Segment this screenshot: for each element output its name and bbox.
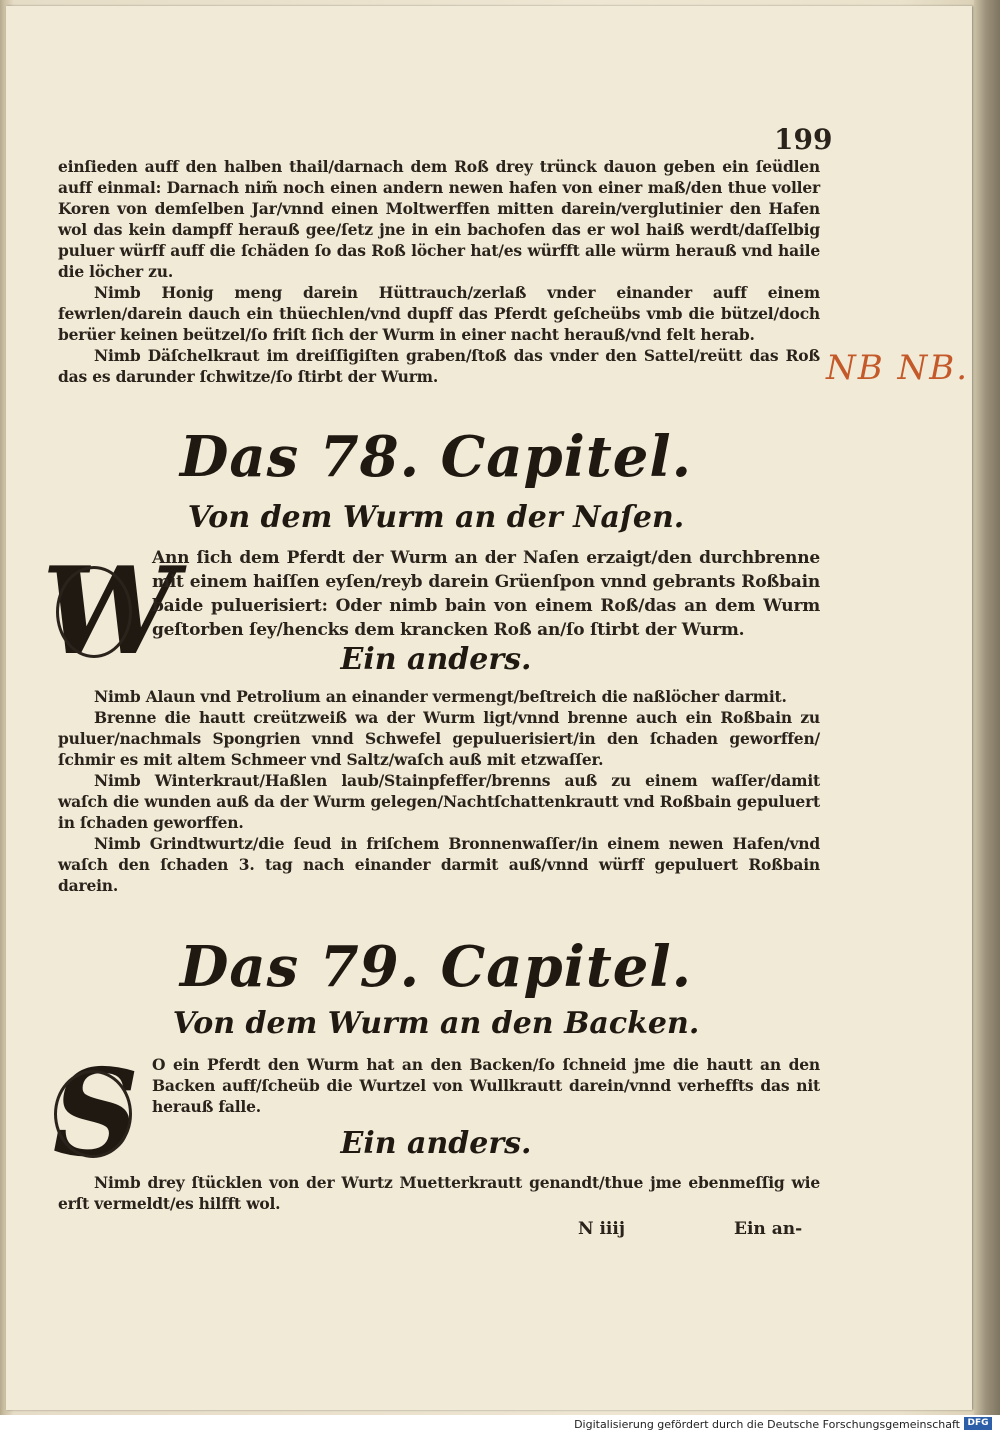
page-number: 199 [774, 123, 833, 156]
chapter-79-intro [152, 1054, 820, 1117]
chapter-79-text [58, 1172, 820, 1214]
paragraph: einſieden auff den halben thail/darnach dem Roß drey trünck dauon geben ein ſeüdlen auff einmal: Darnach nim̃ noch einen andern newen hafen von einer maß/den thue voller Koren von demſelben Jar/vnnd einen Moltwerffen mitten darein/verglutinier den Hafen wol das kein dampff herauß gee/ſetz jne in ein bachofen das er wol haiß werdt/daſſelbig puluer würff auff die ſchäden ſo das Roß löcher hat/es würfft alle würm herauß vnd haile die löcher zu. [58, 157, 820, 281]
top-text-block [58, 156, 820, 387]
decorated-initial-w: W [42, 541, 177, 682]
chapter-78-other-heading: Ein anders. [340, 642, 532, 677]
chapter-78-text [58, 686, 820, 896]
footer-credit: Digitalisierung gefördert durch die Deutsche Forschungsgemeinschaft [574, 1418, 960, 1431]
paragraph: Ann ſich dem Pferdt der Wurm an der Naſen erzaigt/den durchbrenne mit einem haiſſen eyſen/reyb darein Grüenſpon vnnd gebrants Roßbain baide puluerisiert: Oder nimb bain von einem Roß/das an dem Wurm geſtorben ſey/hencks dem krancken Roß an/ſo ſtirbt der Wurm. [152, 548, 820, 640]
chapter-78-intro [152, 546, 820, 642]
paragraph: Nimb drey ſtücklen von der Wurtz Muetterkrautt genandt/thue jme ebenmeſſig wie erſt vermeldt/es hilfft wol. [58, 1173, 820, 1213]
chapter-78-subtitle: Von dem Wurm an der Naſen. [187, 500, 685, 535]
signature-mark: N iiij [578, 1219, 625, 1239]
paragraph: Nimb Däſchelkraut im dreiſſigiſten graben/ſtoß das vnder den Sattel/reütt das Roß das es darunder ſchwitze/ſo ſtirbt der Wurm. [58, 346, 820, 386]
book-fore-edge [974, 0, 1000, 1415]
marginal-note: NB NB. [826, 348, 970, 388]
paragraph: Brenne die hautt creützweiß wa der Wurm ligt/vnnd brenne auch ein Roßbain zu puluer/nachmals Spongrien vnnd Schwefel gepuluerisiert/in den ſchaden geworffen/ſchmir es mit altem Schmeer vnd Saltz/waſch auß mit etzwaſſer. [58, 708, 820, 769]
paragraph: Nimb Honig meng darein Hüttrauch/zerlaß vnder einander auff einem fewrlen/darein dauch ein thüechlen/vnd dupff das Pferdt geſcheübs vmb die bützel/doch berüer keinen beützel/ſo friſt ſich der Wurm in einer nacht herauß/vnd felt herab. [58, 283, 820, 344]
chapter-79-title: Das 79. Capitel. [179, 934, 693, 1000]
decorated-initial-s: S [52, 1043, 140, 1184]
chapter-78-title: Das 78. Capitel. [179, 424, 693, 490]
chapter-79-subtitle: Von dem Wurm an den Backen. [172, 1006, 700, 1041]
paragraph: O ein Pferdt den Wurm hat an den Backen/ſo ſchneid jme die hautt an den Backen auff/ſcheüb die Wurtzel von Wullkrautt darein/vnnd verheffts das nit herauß falle. [152, 1055, 820, 1116]
paragraph: Nimb Winterkraut/Haßlen laub/Stainpfeffer/brenns auß zu einem waſſer/damit waſch die wunden auß da der Wurm gelegen/Nachtſchattenkrautt vnd Roßbain gepuluert in ſchaden geworffen. [58, 771, 820, 832]
catchword: Ein an- [734, 1219, 803, 1239]
paragraph: Nimb Grindtwurtz/die ſeud in friſchem Bronnenwaſſer/in einem newen Hafen/vnd waſch den ſchaden 3. tag nach einander darmit auß/vnnd würff gepuluert Roßbain darein. [58, 834, 820, 895]
dfg-logo: DFG [964, 1417, 992, 1430]
book-page [6, 6, 972, 1410]
paragraph: Nimb Alaun vnd Petrolium an einander vermengt/beſtreich die naßlöcher darmit. [94, 687, 787, 706]
chapter-79-other-heading: Ein anders. [340, 1126, 532, 1161]
